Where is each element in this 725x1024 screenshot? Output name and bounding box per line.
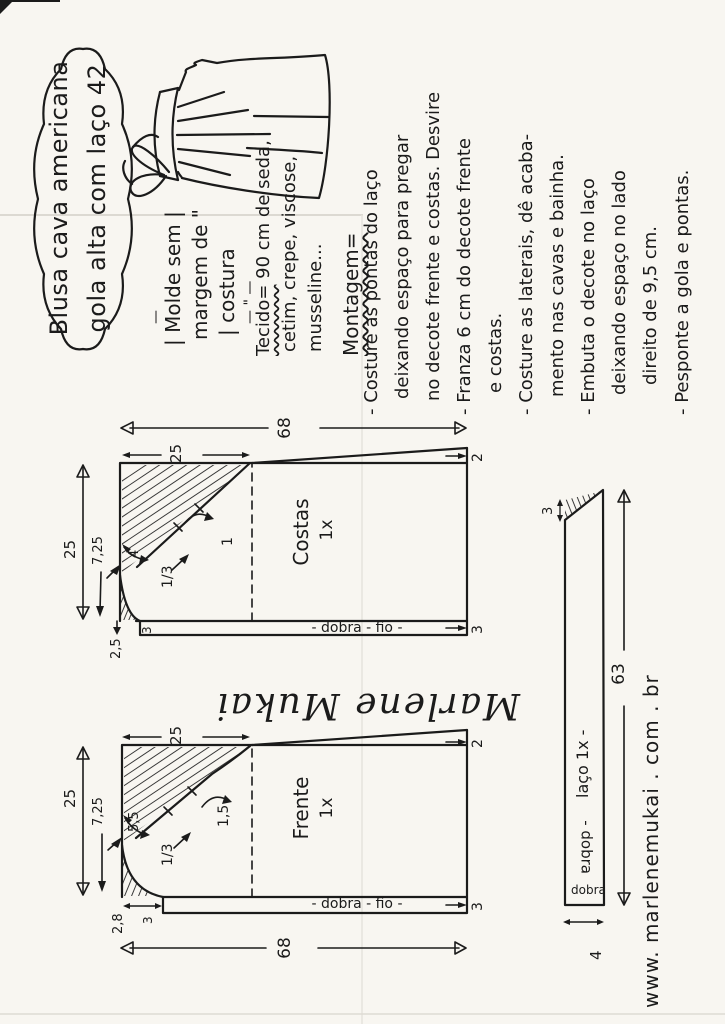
signature: Marlene Mukai	[214, 685, 520, 726]
frente-neck-width: 7,25	[91, 797, 106, 826]
instruction-line: deixando espaço para pregar	[392, 134, 413, 399]
frente-top-25: 25	[167, 725, 185, 745]
tecido-label: Tecido=	[253, 284, 274, 356]
instruction-line: mento nas cavas e bainha.	[547, 154, 568, 397]
instruction-line: - Costure as pontas do laço	[361, 169, 382, 415]
title-line-2: gola alta com laço 42	[83, 63, 111, 333]
frente-strip-3: 3	[141, 916, 155, 924]
costas-name: Costas	[289, 498, 313, 566]
page-corner-mark	[0, 0, 14, 14]
instruction-line: - Pesponte a gola e pontas.	[672, 169, 693, 415]
tie-dobra-end: dobra	[571, 883, 606, 897]
frente-qty: 1x	[317, 797, 337, 819]
costas-length-68: 68	[275, 417, 295, 439]
molde-note-line-1: | Molde sem |	[161, 211, 185, 346]
tie-label: laço 1x -	[573, 729, 592, 798]
molde-dash-bottom: — " —	[242, 280, 258, 324]
costas-width-25: 25	[61, 539, 79, 559]
frente-neck-depth: 5,5	[127, 811, 142, 832]
tecido-note-line-3: musseline...	[305, 243, 326, 352]
instruction-line: - Embuta o decote no laço	[578, 178, 599, 415]
molde-dash-top: —	[148, 310, 164, 324]
instruction-line: direito de 9,5 cm.	[640, 225, 661, 385]
frente-curve-ease: 1,5	[216, 804, 232, 827]
costas-strip-3: 3	[140, 626, 154, 634]
montagem-heading: Montagem=	[339, 232, 363, 356]
costas-top-25: 25	[167, 443, 185, 463]
costas-piece-drawing	[77, 389, 467, 635]
frente-side-rise-2: 2	[470, 739, 486, 748]
frente-extra-28: 2,8	[111, 913, 126, 934]
costas-qty: 1x	[317, 519, 337, 541]
costas-hem-3: 3	[470, 625, 486, 634]
tie-width-4: 4	[587, 950, 605, 960]
frente-width-25: 25	[61, 788, 79, 808]
instruction-line: deixando espaço no lado	[609, 170, 630, 395]
costas-extra-25: 2,5	[109, 638, 124, 659]
costas-neck-width: 7,25	[91, 536, 106, 565]
website-url: www. marlenemukai . com . br	[639, 674, 663, 1008]
frente-shoulder-third: 1/3	[160, 843, 176, 866]
costas-fold-grain-label: - dobra - fio -	[311, 620, 403, 636]
tie-length-63: 63	[609, 663, 629, 685]
tecido-note-line-1	[254, 140, 275, 356]
costas-curve-ease: 1	[220, 537, 236, 546]
tie-tip-3: 3	[541, 506, 556, 515]
frente-hem-3: 3	[470, 902, 486, 911]
costas-shoulder-third: 1/3	[160, 565, 176, 588]
instruction-line: no decote frente e costas. Desvire	[423, 91, 444, 401]
instruction-line: e costas.	[485, 312, 506, 393]
frente-fold-grain-label: - dobra - fio -	[311, 896, 403, 912]
costas-side-rise-2: 2	[470, 453, 486, 462]
title-line-1: Blusa cava americana	[45, 60, 73, 336]
molde-note-line-2: margem de "	[188, 208, 212, 340]
tie-dobra-mid: - dobra	[577, 820, 596, 874]
frente-length-68: 68	[275, 937, 295, 959]
costas-neck-depth: 4	[127, 549, 142, 558]
molde-note-line-3: | costura	[215, 248, 239, 336]
instruction-line: - Costure as laterais, dê acaba-	[516, 133, 537, 415]
tecido-rest: 90 cm de seda,	[253, 140, 274, 285]
instruction-line: - Franza 6 cm do decote frente	[454, 137, 475, 415]
frente-name: Frente	[289, 776, 313, 840]
tecido-note-line-2: cetim, crepe, viscose,	[279, 155, 300, 352]
